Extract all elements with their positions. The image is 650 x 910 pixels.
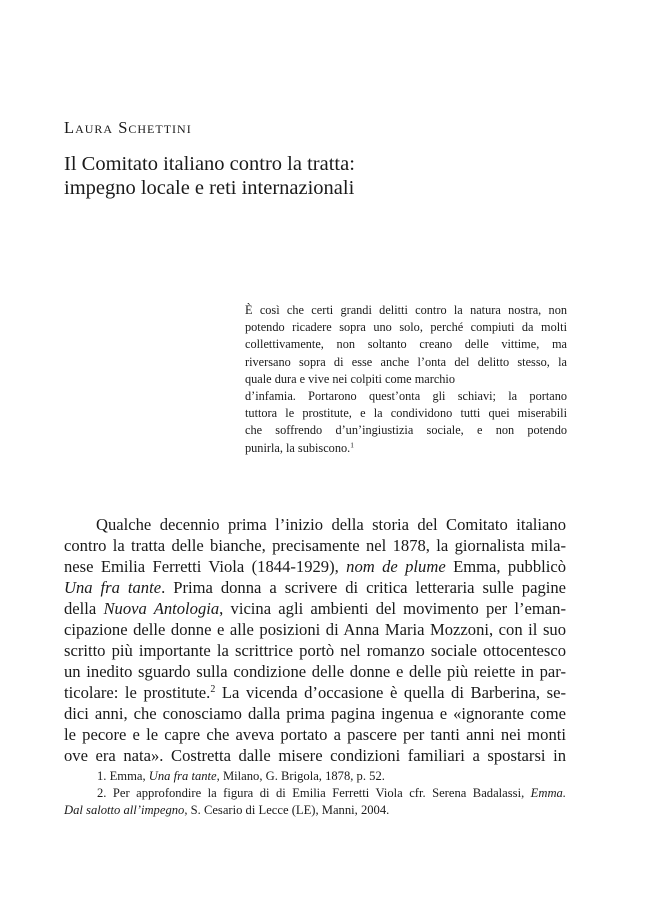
body-line bbox=[64, 598, 566, 619]
chapter-title-line: Il Comitato italiano contro la tratta: bbox=[64, 153, 355, 175]
body-line bbox=[64, 682, 566, 703]
footnote-italic: Una fra tante bbox=[148, 769, 217, 783]
footnote-ref: 2 bbox=[210, 684, 216, 696]
epigraph-line: che soffrendo d’un’ingiustizia sociale, e non potendo bbox=[245, 423, 567, 438]
body-text: La vicenda d’occasione è quella di Barberina, se- bbox=[215, 683, 566, 702]
body-text: , vicina agli ambienti del movimento per l’eman- bbox=[219, 599, 566, 618]
body-line bbox=[64, 577, 566, 598]
footnote-2-cont bbox=[64, 802, 566, 819]
body-text: nese Emilia Ferretti Viola (1844-1929), bbox=[64, 557, 347, 576]
footnote-italic: Emma. bbox=[530, 786, 566, 800]
footnotes bbox=[64, 768, 566, 819]
body-text: ticolare: le prostitute. bbox=[64, 683, 211, 702]
footnote-text: , S. Cesario di Lecce (LE), Manni, 2004. bbox=[184, 803, 390, 817]
body-line: ove era nata». Costretta dalle misere condizioni familiari a spostarsi in bbox=[64, 746, 566, 765]
body-text: Emma, pubblicò bbox=[445, 557, 566, 576]
body-line: contro la tratta delle bianche, precisamente nel 1878, la giornalista mila- bbox=[64, 536, 566, 555]
body-line: Qualche decennio prima l’inizio della storia del Comitato italiano bbox=[96, 515, 566, 534]
epigraph-line-last bbox=[245, 440, 567, 457]
footnote-italic: Dal salotto all’impegno bbox=[64, 803, 185, 817]
epigraph-line: potendo ricadere sopra uno solo, perché compiuti da molti bbox=[245, 320, 567, 335]
epigraph-line: riversano sopra di esse anche l’onta del delitto stesso, la bbox=[245, 354, 567, 369]
body-line: le pecore e le capre che aveva portato a pascere per tanti anni nei monti bbox=[64, 725, 566, 744]
body-text: . Prima donna a scrivere di critica letteraria sulle pagine bbox=[161, 578, 567, 597]
body-italic: nom de plume bbox=[346, 557, 446, 576]
footnote-text: 2. Per approfondire la figura di di Emilia Ferretti Viola cfr. Serena Badalassi, bbox=[97, 786, 531, 800]
footnote-ref: 1 bbox=[350, 440, 354, 450]
chapter-title-line: impegno locale e reti internazionali bbox=[64, 177, 355, 199]
body-line: dici anni, che conosciamo dalla prima pagina ingenua e «ignorante come bbox=[64, 704, 566, 723]
chapter-title bbox=[64, 152, 584, 200]
epigraph bbox=[245, 302, 567, 457]
footnote-2 bbox=[64, 785, 566, 802]
body-italic: Una fra tante bbox=[64, 578, 162, 597]
body-line bbox=[64, 556, 566, 577]
body-text: della bbox=[64, 599, 104, 618]
epigraph-line: quale dura e vive nei colpiti come marchio bbox=[245, 371, 455, 386]
epigraph-line: È così che certi grandi delitti contro la natura nostra, non bbox=[245, 303, 567, 317]
chapter-author: Laura Schettini bbox=[64, 118, 192, 137]
body-line: un inedito sguardo sulla condizione delle donne e delle più reiette in par- bbox=[64, 662, 566, 681]
body-line: scritto più importante la scrittrice portò nel romanzo sociale ottocentesco bbox=[64, 641, 566, 660]
footnote-1 bbox=[64, 768, 566, 785]
body-line: cipazione delle donne e alle posizioni di Anna Maria Mozzoni, con il suo bbox=[64, 620, 566, 639]
epigraph-text: punirla, la subiscono. bbox=[245, 440, 351, 455]
epigraph-line: d’infamia. Portarono quest’onta gli schiavi; la portano bbox=[245, 389, 567, 404]
footnote-text: , Milano, G. Brigola, 1878, p. 52. bbox=[216, 769, 385, 783]
epigraph-line: tuttora le prostitute, e la condividono tutti quei miserabili bbox=[245, 406, 567, 421]
epigraph-line: collettivamente, non soltanto creano delle vittime, ma bbox=[245, 337, 567, 352]
body-paragraph bbox=[64, 514, 566, 766]
body-italic: Nuova Antologia bbox=[103, 599, 220, 618]
footnote-text: 1. Emma, bbox=[97, 769, 149, 783]
